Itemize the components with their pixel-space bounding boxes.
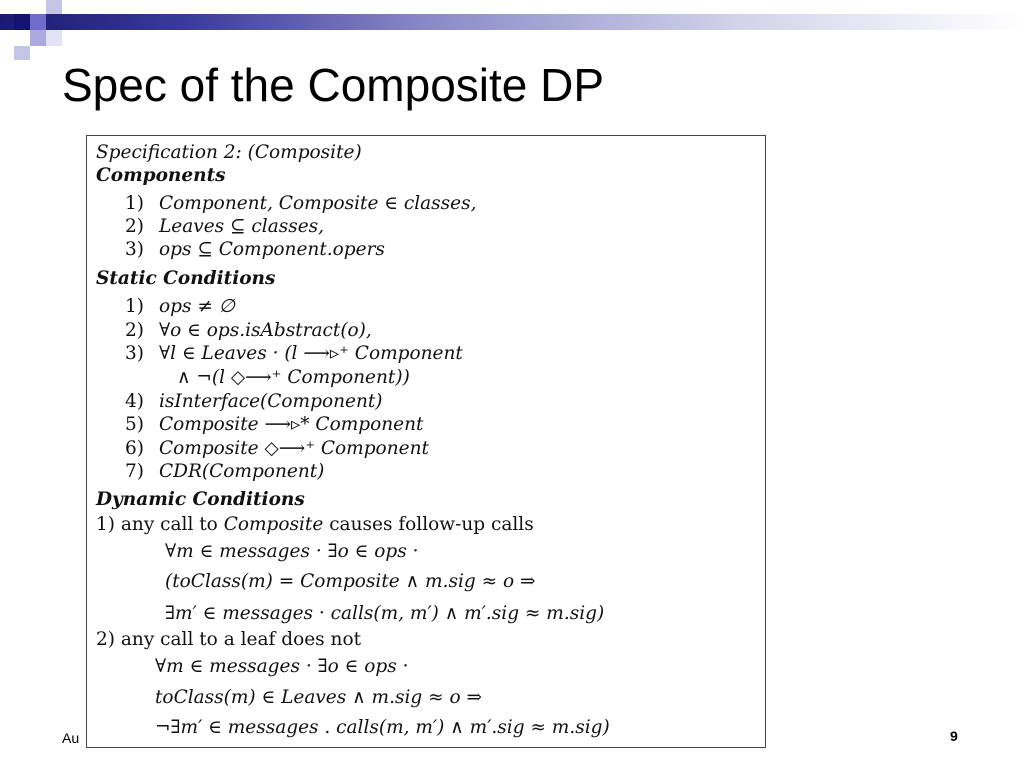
decoration-square (46, 0, 62, 14)
static-condition-item: ∧ ¬(l ◇⟶⁺ Component)) (177, 367, 410, 388)
formula-line: ∀m ∈ messages · ∃o ∈ ops · (165, 541, 419, 562)
static-condition-item: 4) isInterface(Component) (125, 391, 383, 412)
title-decoration-band (0, 14, 1024, 30)
static-condition-item: 7) CDR(Component) (125, 461, 325, 482)
component-item: 1) Component, Composite ∈ classes, (125, 193, 477, 214)
dynamic-condition-lead: 1) any call to Composite causes follow-up calls (96, 514, 534, 535)
static-condition-item: 3) ∀l ∈ Leaves · (l ⟶▹⁺ Component (125, 343, 463, 364)
dynamic-condition-lead: 2) any call to a leaf does not (96, 629, 362, 650)
static-condition-item: 5) Composite ⟶▹* Component (125, 414, 424, 435)
spec-heading: Specification 2: (Composite) (96, 142, 362, 163)
formula-line: (toClass(m) = Composite ∧ m.sig ≈ o ⇒ (165, 571, 536, 592)
decoration-square (14, 14, 30, 30)
decoration-square (30, 30, 46, 46)
formula-line: ∃m′ ∈ messages · calls(m, m′) ∧ m′.sig ≈ m.sig) (165, 603, 605, 624)
static-condition-item: 6) Composite ◇⟶⁺ Component (125, 438, 429, 459)
formula-line: toClass(m) ∈ Leaves ∧ m.sig ≈ o ⇒ (155, 687, 483, 708)
decoration-square (30, 14, 46, 30)
component-item: 3) ops ⊆ Component.opers (125, 239, 385, 260)
dynamic-conditions-heading: Dynamic Conditions (96, 489, 305, 510)
decoration-square (14, 46, 30, 60)
slide-title: Spec of the Composite DP (62, 59, 605, 111)
specification-box (86, 135, 766, 748)
static-condition-item: 1) ops ≠ ∅ (125, 296, 235, 317)
decoration-square (46, 30, 62, 46)
component-item: 2) Leaves ⊆ classes, (125, 216, 325, 237)
static-conditions-heading: Static Conditions (96, 268, 276, 289)
components-heading: Components (96, 165, 226, 186)
formula-line: ∀m ∈ messages · ∃o ∈ ops · (155, 656, 409, 677)
page-number: 9 (950, 728, 958, 744)
static-condition-item: 2) ∀o ∈ ops.isAbstract(o), (125, 320, 372, 341)
formula-line: ¬∃m′ ∈ messages . calls(m, m′) ∧ m′.sig ≈ m.sig) (155, 717, 610, 738)
footer-text: Au (62, 730, 80, 746)
